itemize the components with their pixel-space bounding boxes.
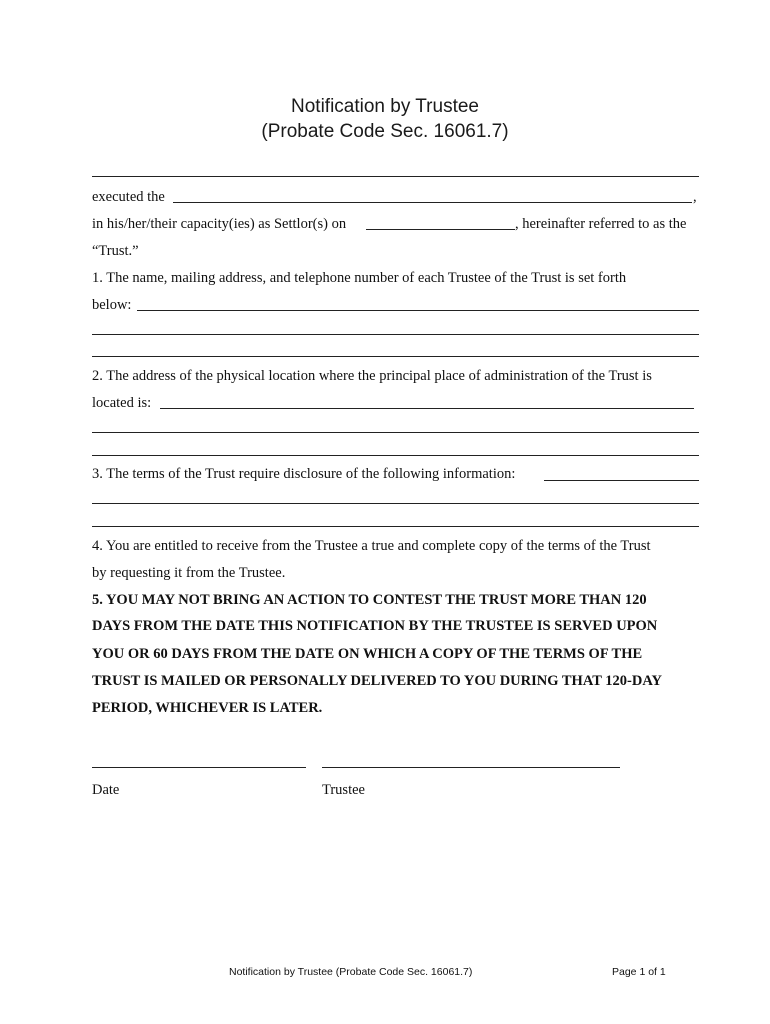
- trailing-comma: ,: [693, 189, 697, 205]
- item1-text: 1. The name, mailing address, and telephone number of each Trustee of the Trust is set forth: [92, 270, 627, 286]
- item4-text-line1: 4. You are entitled to receive from the Trustee a true and complete copy of the terms of the Trust: [92, 538, 651, 554]
- item5-warning-line: 5. YOU MAY NOT BRING AN ACTION TO CONTEST THE TRUST MORE THAN 120: [92, 592, 647, 608]
- document-title: Notification by Trustee: [291, 96, 479, 117]
- disclosure-line-2[interactable]: [92, 503, 699, 504]
- executed-label: executed the: [92, 189, 165, 205]
- trustee-signature-line[interactable]: [322, 767, 620, 768]
- below-label: below:: [92, 297, 132, 313]
- disclosure-line-1[interactable]: [544, 480, 699, 481]
- trust-name-line[interactable]: [92, 176, 699, 177]
- item5-warning-line: TRUST IS MAILED OR PERSONALLY DELIVERED TO YOU DURING THAT 120-DAY: [92, 673, 662, 689]
- item3-text: 3. The terms of the Trust require disclosure of the following information:: [92, 466, 516, 482]
- address-line-3[interactable]: [92, 455, 699, 456]
- item5-warning-line: PERIOD, WHICHEVER IS LATER.: [92, 700, 323, 716]
- address-line-1[interactable]: [160, 408, 694, 409]
- item4-text-line2: by requesting it from the Trustee.: [92, 565, 286, 581]
- document-subtitle: (Probate Code Sec. 16061.7): [261, 121, 509, 142]
- disclosure-line-3[interactable]: [92, 526, 699, 527]
- trustee-info-line-2[interactable]: [92, 334, 699, 335]
- item5-warning-line: DAYS FROM THE DATE THIS NOTIFICATION BY THE TRUSTEE IS SERVED UPON: [92, 618, 658, 634]
- page-number: Page 1 of 1: [612, 966, 666, 978]
- item5-warning-line: YOU OR 60 DAYS FROM THE DATE ON WHICH A COPY OF THE TERMS OF THE: [92, 646, 643, 662]
- trustee-label: Trustee: [322, 782, 365, 798]
- date-label: Date: [92, 782, 120, 798]
- capacity-suffix: , hereinafter referred to as the: [515, 216, 687, 232]
- settlor-date-line[interactable]: [366, 229, 515, 230]
- trustee-info-line-3[interactable]: [92, 356, 699, 357]
- located-label: located is:: [92, 395, 152, 411]
- date-signature-line[interactable]: [92, 767, 306, 768]
- trustee-info-line-1[interactable]: [137, 310, 699, 311]
- trust-quote: “Trust.”: [92, 243, 139, 259]
- address-line-2[interactable]: [92, 432, 699, 433]
- capacity-prefix: in his/her/their capacity(ies) as Settlor(s) on: [92, 216, 347, 232]
- item2-text: 2. The address of the physical location where the principal place of administration of the Trust is: [92, 368, 652, 384]
- executed-date-line[interactable]: [173, 202, 692, 203]
- footer-title: Notification by Trustee (Probate Code Sec. 16061.7): [229, 966, 473, 978]
